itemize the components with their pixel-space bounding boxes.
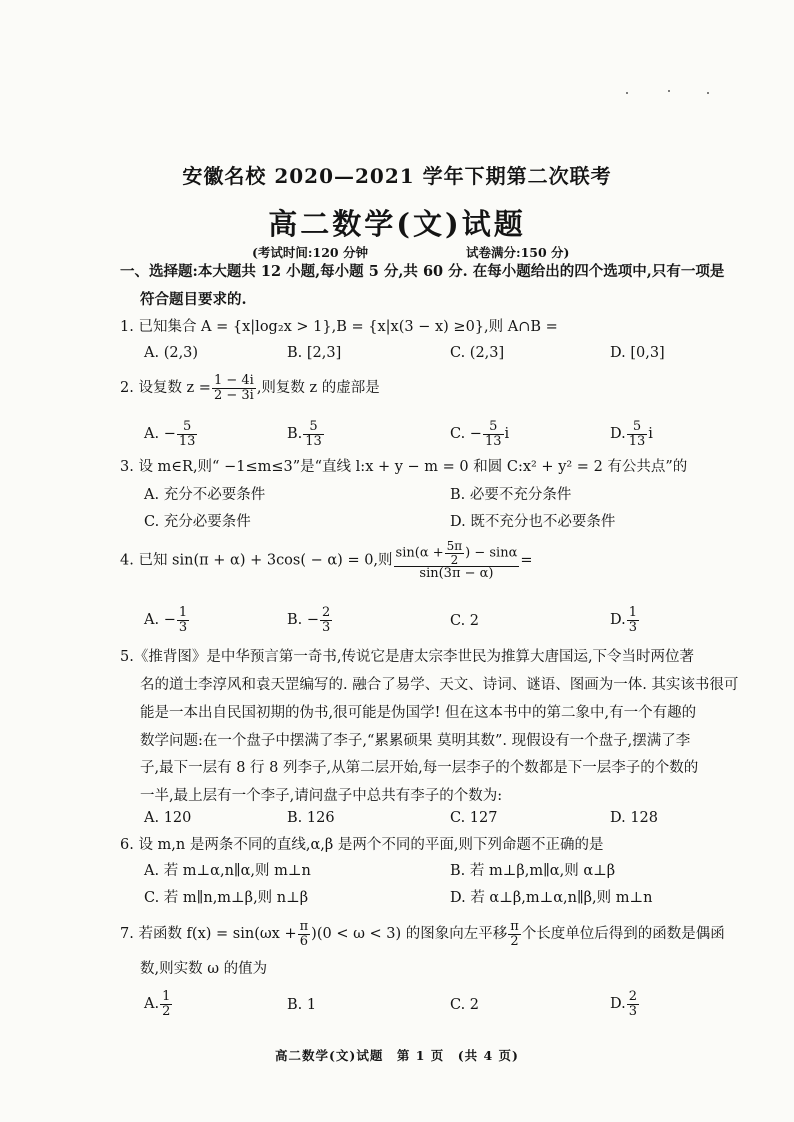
q4-stem-post: = bbox=[520, 552, 533, 569]
q4-option-a bbox=[144, 606, 190, 634]
q6-option-a: A. 若 m⊥α,n∥α,则 m⊥n bbox=[144, 863, 311, 879]
q2-option-d bbox=[610, 420, 653, 448]
q7-option-a bbox=[144, 990, 173, 1018]
q4-main-den: sin(3π − α) bbox=[419, 566, 494, 582]
q2-c-num: 5 bbox=[483, 420, 504, 435]
q7-stem bbox=[120, 920, 725, 948]
q2-d-den: 13 bbox=[628, 433, 646, 449]
q7-f1-num: π bbox=[299, 919, 309, 934]
q4-main-num bbox=[394, 540, 520, 567]
q2-c-fraction bbox=[483, 420, 504, 448]
q6-option-c: C. 若 m∥n,m⊥β,则 n⊥β bbox=[144, 890, 309, 906]
q1-option-b: B. [2,3] bbox=[287, 345, 342, 361]
q7-stem-line2: 数,则实数 ω 的值为 bbox=[140, 961, 268, 977]
q7-d-fraction bbox=[627, 990, 639, 1018]
q2-b-prefix: B. bbox=[287, 426, 303, 443]
q7-fraction-1 bbox=[298, 920, 311, 948]
q4-a-fraction bbox=[177, 606, 189, 634]
q2-fraction-den: 2 − 3i bbox=[213, 387, 254, 403]
q4-a-num: 1 bbox=[178, 605, 188, 620]
q2-stem-post: ,则复数 z 的虚部是 bbox=[256, 380, 380, 397]
q5-option-c: C. 127 bbox=[450, 810, 498, 826]
exam-time: (考试时间:120 分钟 bbox=[252, 245, 368, 260]
q4-num-b: ) − sinα bbox=[465, 545, 518, 561]
q2-d-imag-unit: i bbox=[648, 426, 653, 443]
q3-option-a: A. 充分不必要条件 bbox=[144, 487, 266, 503]
q5-option-a: A. 120 bbox=[144, 810, 192, 826]
q6-option-b: B. 若 m⊥β,m∥α,则 α⊥β bbox=[450, 863, 616, 879]
section-instruction-line1: 一、选择题:本大题共 12 小题,每小题 5 分,共 60 分. 在每小题给出的四个选项中,只有一项是 bbox=[120, 263, 725, 280]
q2-b-den: 13 bbox=[305, 433, 322, 449]
q2-a-fraction bbox=[177, 420, 198, 448]
q7-a-num: 1 bbox=[162, 989, 171, 1004]
q4-d-fraction bbox=[627, 606, 639, 634]
q2-option-c bbox=[450, 420, 509, 448]
q4-d-prefix: D. bbox=[610, 612, 626, 629]
q4-option-b bbox=[287, 606, 333, 634]
q4-option-c: C. 2 bbox=[450, 613, 480, 629]
q2-d-prefix: D. bbox=[610, 426, 626, 443]
q2-c-prefix: C. − bbox=[450, 426, 482, 443]
q4-a-den: 3 bbox=[178, 619, 188, 635]
q4-b-prefix: B. − bbox=[287, 612, 320, 629]
q4-stem-pre: 4. 已知 sin(π + α) + 3cos( − α) = 0,则 bbox=[120, 552, 393, 569]
q3-option-b: B. 必要不充分条件 bbox=[450, 487, 572, 503]
q2-a-num: 5 bbox=[177, 420, 198, 435]
q4-inner-fraction bbox=[445, 540, 465, 566]
q7-f1-den: 6 bbox=[299, 933, 309, 949]
q1-stem: 1. 已知集合 A = {x|log₂x > 1},B = {x|x(3 − x) ≥0},则 A∩B = bbox=[120, 319, 558, 335]
q4-d-den: 3 bbox=[628, 619, 637, 635]
q2-c-imag-unit: i bbox=[504, 426, 510, 443]
q4-b-num: 2 bbox=[322, 605, 331, 620]
q2-c-den: 13 bbox=[484, 433, 502, 449]
q7-option-d bbox=[610, 990, 640, 1018]
q2-stem bbox=[120, 374, 380, 402]
q4-option-d bbox=[610, 606, 640, 634]
section-instruction-line2: 符合题目要求的. bbox=[140, 291, 247, 308]
q7-a-fraction bbox=[160, 990, 172, 1018]
q4-a-prefix: A. − bbox=[144, 612, 176, 629]
q3-option-d: D. 既不充分也不必要条件 bbox=[450, 514, 616, 530]
q2-option-b bbox=[287, 420, 325, 448]
q7-option-b: B. 1 bbox=[287, 997, 317, 1013]
q2-a-den: 13 bbox=[178, 433, 196, 449]
q7-d-prefix: D. bbox=[610, 996, 626, 1013]
q5-stem-line5: 子,最下一层有 8 行 8 列李子,从第二层开始,每一层李子的个数都是下一层李子的个数的 bbox=[140, 760, 699, 776]
q7-a-den: 2 bbox=[162, 1003, 171, 1019]
q7-stem-post: 个长度单位后得到的函数是偶函 bbox=[521, 926, 725, 943]
q2-fraction bbox=[212, 374, 256, 402]
q3-option-c: C. 充分必要条件 bbox=[144, 514, 251, 530]
q7-stem-pre: 7. 若函数 f(x) = sin(ωx + bbox=[120, 926, 297, 943]
q2-a-prefix: A. − bbox=[144, 426, 176, 443]
q4-b-fraction bbox=[320, 606, 332, 634]
exam-score: 试卷满分:150 分) bbox=[466, 245, 570, 260]
q5-option-b: B. 126 bbox=[287, 810, 335, 826]
page-footer: 高二数学(文)试题 第 1 页 (共 4 页) bbox=[275, 1048, 519, 1063]
q5-stem-line1: 5.《推背图》是中华预言第一奇书,传说它是唐太宗李世民为推算大唐国运,下令当时两位著 bbox=[120, 649, 695, 665]
q7-d-num: 2 bbox=[628, 989, 637, 1004]
q2-fraction-num: 1 − 4i bbox=[213, 373, 254, 388]
q7-f2-den: 2 bbox=[510, 933, 519, 949]
q5-stem-line4: 数学问题:在一个盘子中摆满了李子,“累累硕果 莫明其数”. 现假设有一个盘子,摆满了李 bbox=[140, 733, 691, 749]
scan-speck bbox=[626, 92, 628, 94]
q5-stem-line3: 能是一本出自民国初期的伪书,很可能是伪国学! 但在这本书中的第二象中,有一个有趣的 bbox=[140, 705, 697, 721]
q2-option-a bbox=[144, 420, 198, 448]
q2-b-num: 5 bbox=[303, 420, 324, 435]
q5-stem-line6: 一半,最上层有一个李子,请问盘子中总共有李子的个数为: bbox=[140, 788, 503, 804]
q7-d-den: 3 bbox=[628, 1003, 637, 1019]
scan-speck bbox=[707, 92, 709, 94]
q1-option-d: D. [0,3] bbox=[610, 345, 665, 361]
q6-stem: 6. 设 m,n 是两条不同的直线,α,β 是两个不同的平面,则下列命题不正确的是 bbox=[120, 837, 604, 853]
q1-option-a: A. (2,3) bbox=[144, 345, 199, 361]
q4-num-a: sin(α + bbox=[395, 545, 444, 561]
q2-d-fraction bbox=[627, 420, 648, 448]
q4-inner-num: 5π bbox=[446, 539, 463, 553]
exam-title: 高二数学(文)试题 bbox=[268, 207, 526, 241]
q4-inner-den: 2 bbox=[450, 552, 459, 567]
q2-d-num: 5 bbox=[627, 420, 648, 435]
q7-stem-mid: )(0 < ω < 3) 的图象向左平移 bbox=[311, 926, 508, 943]
q4-main-fraction bbox=[394, 540, 520, 581]
q5-stem-line2: 名的道士李淳风和袁天罡编写的. 融合了易学、天文、诗词、谜语、图画为一体. 其实该书很可 bbox=[140, 677, 739, 693]
q1-option-c: C. (2,3] bbox=[450, 345, 505, 361]
exam-header: 安徽名校 2020—2021 学年下期第二次联考 bbox=[182, 164, 612, 188]
q7-a-prefix: A. bbox=[144, 996, 160, 1013]
q2-b-fraction bbox=[303, 420, 324, 448]
q7-f2-num: π bbox=[510, 919, 519, 934]
q7-option-c: C. 2 bbox=[450, 997, 480, 1013]
q4-d-num: 1 bbox=[628, 605, 637, 620]
scan-speck bbox=[668, 90, 670, 92]
q6-option-d: D. 若 α⊥β,m⊥α,n∥β,则 m⊥n bbox=[450, 890, 653, 906]
q2-stem-pre: 2. 设复数 z = bbox=[120, 380, 211, 397]
q7-fraction-2 bbox=[508, 920, 521, 948]
q4-b-den: 3 bbox=[322, 619, 331, 635]
q3-stem: 3. 设 m∈R,则“ −1≤m≤3”是“直线 l:x + y − m = 0 和圆 C:x² + y² = 2 有公共点”的 bbox=[120, 459, 688, 475]
q5-option-d: D. 128 bbox=[610, 810, 659, 826]
q4-stem bbox=[120, 540, 533, 581]
